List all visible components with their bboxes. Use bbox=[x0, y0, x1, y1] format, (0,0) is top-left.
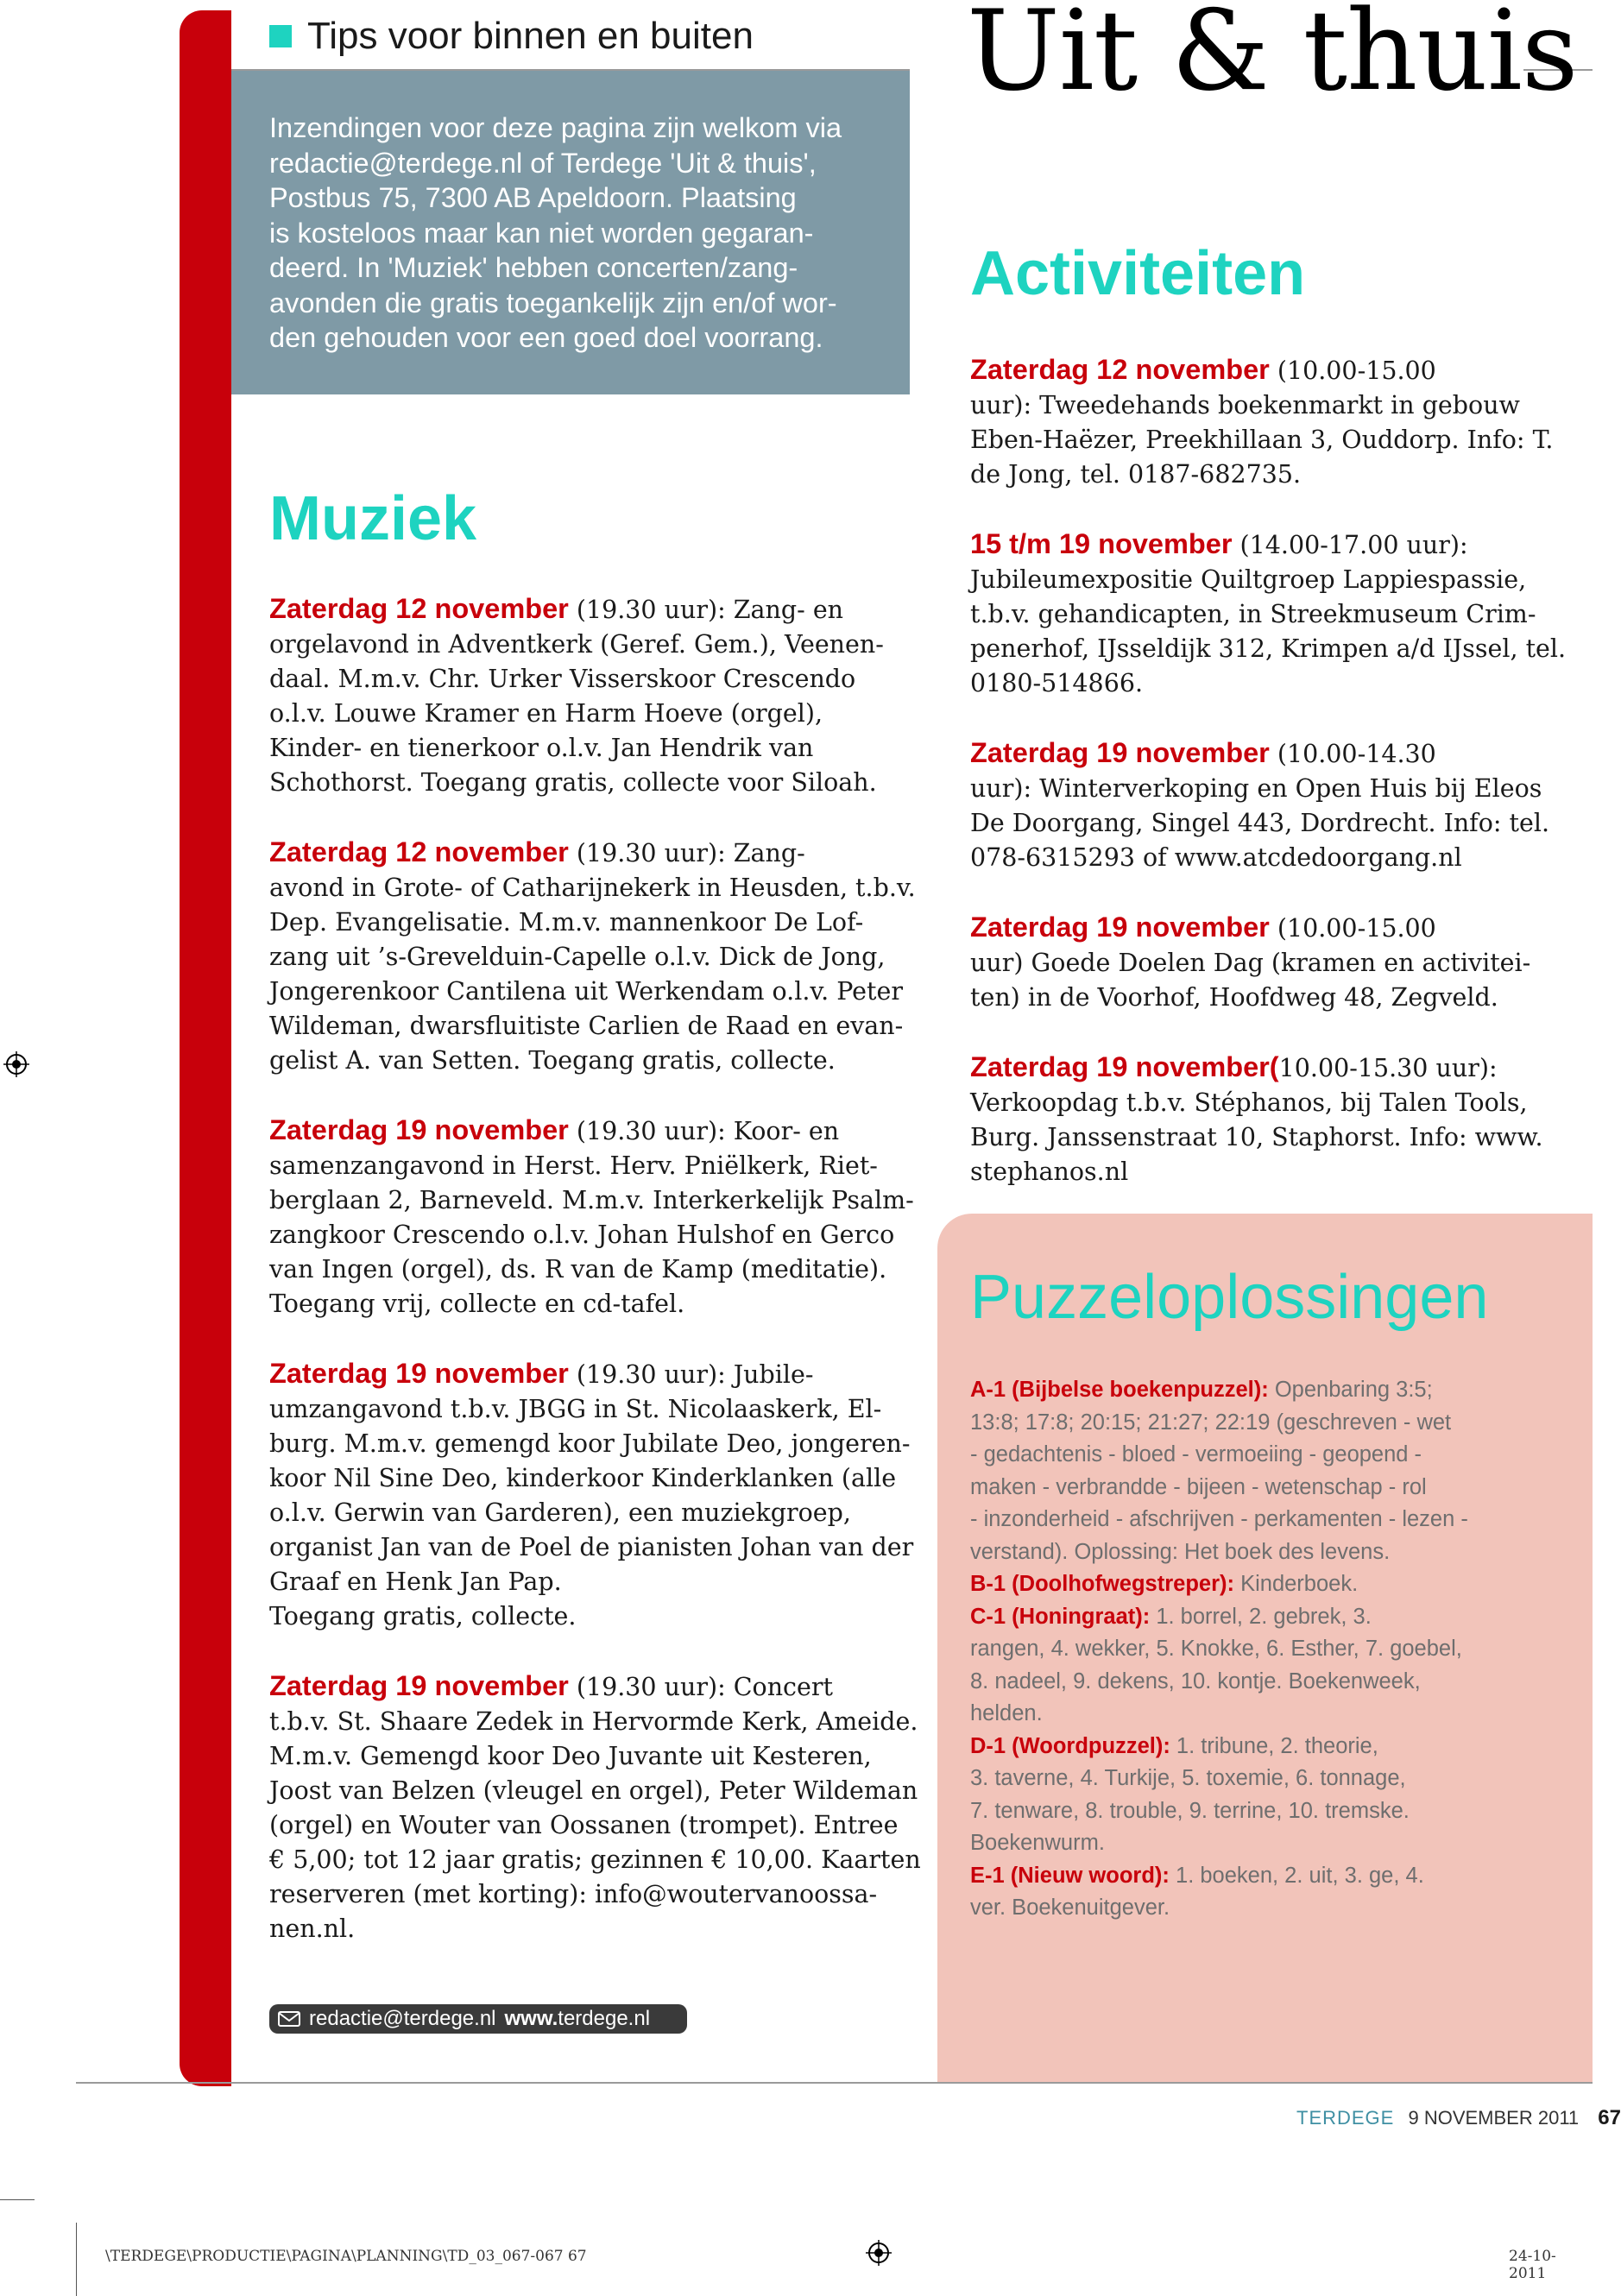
event-line bbox=[970, 457, 1523, 492]
activiteiten-event bbox=[970, 527, 1567, 701]
event-line bbox=[269, 1739, 891, 1774]
event-text: burg. M.m.v. gemengd koor Jubilate Deo, jongeren- bbox=[269, 1429, 911, 1458]
event-line bbox=[970, 666, 1523, 701]
section-label: Tips voor binnen en buiten bbox=[307, 15, 754, 57]
intro-line: Postbus 75, 7300 AB Apeldoorn. Plaatsing bbox=[269, 182, 797, 213]
event-text: Dep. Evangelisatie. M.m.v. mannenkoor De Lof- bbox=[269, 908, 864, 937]
event-line bbox=[269, 697, 891, 731]
event-text: ten) in de Voorhof, Hoofdweg 48, Zegveld. bbox=[970, 983, 1498, 1012]
event-text: samenzangavond in Herst. Herv. Pniëlkerk, Riet- bbox=[269, 1151, 878, 1180]
event-text: De Doorgang, Singel 443, Dordrecht. Info: tel. bbox=[970, 809, 1550, 837]
event-text: (orgel) en Wouter van Oossanen (trompet). Entree bbox=[269, 1811, 899, 1839]
event-text: t.b.v. gehandicapten, in Streekmuseum Crim- bbox=[970, 600, 1536, 628]
event-line bbox=[269, 905, 891, 940]
activiteiten-event bbox=[970, 1050, 1543, 1189]
event-line bbox=[269, 1877, 891, 1912]
event-line bbox=[970, 632, 1567, 666]
event-line bbox=[269, 731, 891, 766]
puzzle-line bbox=[970, 1892, 1523, 1925]
event-text: 10.00-15.30 uur): bbox=[1278, 1054, 1498, 1082]
intro-line: is kosteloos maar kan niet worden gegaran- bbox=[269, 217, 814, 249]
event-line bbox=[970, 597, 1536, 632]
puzzle-line bbox=[970, 1439, 1523, 1472]
event-line bbox=[970, 910, 1523, 946]
event-text: avond in Grote- of Catharijnekerk in Heusden, t.b.v. bbox=[269, 874, 916, 902]
puzzle-line bbox=[970, 1568, 1523, 1601]
event-line bbox=[970, 806, 1550, 841]
puzzle-heading: Puzzeloplossingen bbox=[970, 1263, 1489, 1332]
event-line bbox=[269, 835, 891, 871]
event-date: Zaterdag 12 november bbox=[269, 593, 569, 624]
intro-line: redactie@terdege.nl of Terdege 'Uit & thuis', bbox=[269, 147, 817, 179]
activiteiten-event bbox=[970, 352, 1554, 492]
page-number: 67 bbox=[1598, 2106, 1621, 2129]
event-line bbox=[970, 1050, 1523, 1086]
event-text: (19.30 uur): Zang- bbox=[568, 839, 805, 867]
puzzle-answer: 8. nadeel, 9. dekens, 10. kontje. Boekenweek, bbox=[970, 1668, 1421, 1694]
puzzle-answer: - inzonderheid - afschrijven - perkamenten - lezen - bbox=[970, 1507, 1468, 1531]
footer-rule bbox=[76, 2082, 1593, 2084]
puzzle-label: A-1 (Bijbelse boekenpuzzel): bbox=[970, 1378, 1269, 1402]
puzzle-line bbox=[970, 1763, 1523, 1795]
event-line bbox=[970, 527, 1523, 563]
registration-mark-icon bbox=[3, 1051, 29, 1077]
puzzle-line bbox=[970, 1827, 1523, 1860]
puzzle-answer: - gedachtenis - bloed - vermoeiing - geopend - bbox=[970, 1442, 1422, 1467]
event-text: Wildeman, dwarsfluitiste Carlien de Raad en evan- bbox=[269, 1012, 904, 1040]
event-date: Zaterdag 19 november bbox=[269, 1670, 569, 1701]
event-text: Graaf en Henk Jan Pap. bbox=[269, 1567, 562, 1596]
event-text: (19.30 uur): Koor- en bbox=[568, 1117, 840, 1145]
event-line bbox=[970, 841, 1523, 875]
event-text: zang uit ’s-Grevelduin-Capelle o.l.v. Dick de Jong, bbox=[269, 943, 886, 971]
puzzle-answer: 3. taverne, 4. Turkije, 5. toxemie, 6. tonnage, bbox=[970, 1766, 1406, 1790]
event-date: Zaterdag 12 november bbox=[269, 836, 569, 867]
puzzle-line bbox=[970, 1536, 1523, 1569]
event-text: umzangavond t.b.v. JBGG in St. Nicolaaskerk, El- bbox=[269, 1395, 882, 1423]
crop-mark bbox=[0, 2199, 35, 2200]
event-text: (10.00-14.30 bbox=[1269, 740, 1436, 768]
event-line bbox=[269, 940, 891, 975]
footer-date: 9 NOVEMBER 2011 bbox=[1408, 2107, 1580, 2129]
event-line bbox=[269, 662, 891, 697]
intro-line: Inzendingen voor deze pagina zijn welkom via bbox=[269, 112, 842, 143]
event-text: 0180-514866. bbox=[970, 669, 1144, 697]
event-date: 15 t/m 19 november bbox=[970, 528, 1233, 559]
event-line bbox=[269, 1149, 891, 1183]
event-date: Zaterdag 19 november( bbox=[970, 1051, 1279, 1082]
slug-path: \TERDEGE\PRODUCTIE\PAGINA\PLANNING\TD_03_067-067 67 bbox=[105, 2248, 587, 2265]
muziek-event bbox=[269, 1356, 914, 1634]
event-text: nen.nl. bbox=[269, 1914, 356, 1943]
event-text: (10.00-15.00 bbox=[1269, 914, 1436, 943]
event-date: Zaterdag 19 november bbox=[269, 1114, 569, 1145]
event-line bbox=[970, 981, 1523, 1015]
envelope-icon bbox=[278, 2011, 300, 2027]
contact-pill bbox=[269, 2004, 687, 2034]
muziek-event bbox=[269, 835, 916, 1078]
event-text: berglaan 2, Barneveld. M.m.v. Interkerkelijk Psalm- bbox=[269, 1186, 914, 1214]
puzzle-answer: maken - verbrandde - bijeen - wetenschap - rol bbox=[970, 1474, 1427, 1499]
event-line bbox=[970, 1120, 1543, 1155]
registration-mark-icon bbox=[866, 2240, 892, 2266]
crop-mark bbox=[76, 2223, 77, 2296]
puzzle-line bbox=[970, 1472, 1523, 1504]
event-line bbox=[970, 352, 1523, 388]
puzzle-line bbox=[970, 1601, 1523, 1634]
event-line bbox=[269, 591, 891, 628]
event-text: reserveren (met korting): info@woutervanoossa- bbox=[269, 1880, 878, 1908]
event-line bbox=[269, 1113, 891, 1149]
event-text: € 5,00; tot 12 jaar gratis; gezinnen € 10,00. Kaarten bbox=[269, 1845, 921, 1874]
event-line bbox=[269, 1009, 904, 1044]
puzzle-answer: helden. bbox=[970, 1701, 1043, 1725]
intro-line: den gehouden voor een goed doel voorrang. bbox=[269, 322, 823, 353]
event-text: Verkoopdag t.b.v. Stéphanos, bij Talen Tools, bbox=[970, 1088, 1528, 1117]
event-text: orgelavond in Adventkerk (Geref. Gem.), Veenen- bbox=[269, 630, 884, 659]
event-text: 078-6315293 of www.atcdedoorgang.nl bbox=[970, 843, 1462, 872]
event-text: Schothorst. Toegang gratis, collecte voor Siloah. bbox=[269, 768, 877, 797]
puzzle-answer: Kinderboek. bbox=[1234, 1572, 1359, 1596]
event-text: t.b.v. St. Shaare Zedek in Hervormde Kerk, Ameide. bbox=[269, 1707, 918, 1736]
event-text: Jubileumexpositie Quiltgroep Lappiespassie, bbox=[970, 565, 1527, 594]
event-text: de Jong, tel. 0187-682735. bbox=[970, 460, 1302, 489]
puzzle-label: B-1 (Doolhofwegstreper): bbox=[970, 1572, 1234, 1596]
puzzle-answer: ver. Boekenuitgever. bbox=[970, 1895, 1170, 1920]
event-line bbox=[269, 1808, 899, 1843]
event-text: Toegang gratis, collecte. bbox=[269, 1602, 577, 1631]
event-line bbox=[970, 946, 1531, 981]
event-line bbox=[269, 1599, 891, 1634]
event-line bbox=[269, 1461, 897, 1496]
event-line bbox=[269, 1356, 891, 1392]
event-line bbox=[970, 1086, 1528, 1120]
event-line bbox=[269, 1843, 921, 1877]
intro-text bbox=[269, 110, 891, 356]
event-text: organist Jan van de Poel de pianisten Johan van der bbox=[269, 1533, 914, 1561]
activiteiten-event-list bbox=[970, 352, 1567, 1224]
event-date: Zaterdag 12 november bbox=[970, 354, 1270, 385]
event-line bbox=[269, 1183, 914, 1218]
event-text: o.l.v. Gerwin van Garderen), een muziekgroep, bbox=[269, 1498, 851, 1527]
puzzle-line bbox=[970, 1698, 1523, 1731]
puzzle-line bbox=[970, 1633, 1523, 1666]
event-date: Zaterdag 19 november bbox=[970, 911, 1270, 943]
puzzle-line bbox=[970, 1860, 1523, 1893]
puzzle-line bbox=[970, 1795, 1523, 1828]
event-text: uur): Winterverkoping en Open Huis bij Eleos bbox=[970, 774, 1542, 803]
website-domain: terdege.nl bbox=[558, 2007, 651, 2030]
footer-info bbox=[1296, 2106, 1621, 2130]
event-text: Kinder- en tienerkoor o.l.v. Jan Hendrik van bbox=[269, 734, 814, 762]
event-line bbox=[269, 1912, 891, 1946]
puzzle-label: D-1 (Woordpuzzel): bbox=[970, 1733, 1170, 1758]
intro-line: deerd. In 'Muziek' hebben concerten/zang- bbox=[269, 252, 798, 283]
event-text: (19.30 uur): Zang- en bbox=[568, 596, 844, 624]
red-side-bar bbox=[180, 10, 231, 2086]
event-date: Zaterdag 19 november bbox=[269, 1358, 569, 1389]
event-date: Zaterdag 19 november bbox=[970, 737, 1270, 768]
puzzle-line bbox=[970, 1374, 1523, 1407]
event-line bbox=[269, 871, 916, 905]
event-line bbox=[269, 975, 903, 1009]
event-line bbox=[269, 1530, 914, 1565]
muziek-event bbox=[269, 1113, 914, 1321]
event-text: Toegang vrij, collecte en cd-tafel. bbox=[269, 1290, 685, 1318]
event-line bbox=[269, 1668, 891, 1705]
puzzle-line bbox=[970, 1407, 1523, 1440]
event-line bbox=[269, 766, 891, 800]
event-text: stephanos.nl bbox=[970, 1157, 1129, 1186]
event-text: van Ingen (orgel), ds. R van de Kamp (meditatie). bbox=[269, 1255, 887, 1284]
event-line bbox=[269, 1427, 911, 1461]
event-line bbox=[269, 1392, 891, 1427]
muziek-event-list bbox=[269, 591, 921, 1981]
event-text: (14.00-17.00 uur): bbox=[1232, 531, 1468, 559]
event-text: zangkoor Crescendo o.l.v. Johan Hulshof en Gerco bbox=[269, 1221, 895, 1249]
event-text: o.l.v. Louwe Kramer en Harm Hoeve (orgel), bbox=[269, 699, 823, 728]
puzzle-line bbox=[970, 1666, 1523, 1699]
event-line bbox=[269, 1774, 918, 1808]
event-text: gelist A. van Setten. Toegang gratis, collecte. bbox=[269, 1046, 836, 1075]
event-text: (19.30 uur): Concert bbox=[568, 1673, 833, 1701]
event-line bbox=[269, 1252, 891, 1287]
intro-line: avonden die gratis toegankelijk zijn en/of wor- bbox=[269, 287, 837, 319]
event-line bbox=[269, 1565, 891, 1599]
section-header bbox=[269, 10, 754, 62]
event-line bbox=[970, 563, 1527, 597]
event-text: Joost van Belzen (vleugel en orgel), Peter Wildeman bbox=[269, 1776, 918, 1805]
event-text: penerhof, IJsseldijk 312, Krimpen a/d IJssel, tel. bbox=[970, 634, 1567, 663]
event-line bbox=[269, 1044, 891, 1078]
event-line bbox=[970, 423, 1554, 457]
puzzle-answer: 1. borrel, 2. gebrek, 3. bbox=[1150, 1604, 1372, 1629]
event-line bbox=[269, 1287, 891, 1321]
event-text: (10.00-15.00 bbox=[1269, 356, 1436, 385]
puzzle-line bbox=[970, 1504, 1523, 1536]
muziek-heading: Muziek bbox=[269, 484, 477, 553]
event-text: M.m.v. Gemengd koor Deo Juvante uit Kesteren, bbox=[269, 1742, 872, 1770]
event-line bbox=[970, 388, 1523, 423]
event-line bbox=[970, 1155, 1523, 1189]
puzzle-answer: 7. tenware, 8. trouble, 9. terrine, 10. tremske. bbox=[970, 1798, 1410, 1823]
puzzle-label: E-1 (Nieuw woord): bbox=[970, 1863, 1170, 1888]
event-line bbox=[269, 1705, 918, 1739]
page-title: Uit & thuis bbox=[967, 0, 1578, 116]
event-text: Eben-Haëzer, Preekhillaan 3, Ouddorp. Info: T. bbox=[970, 426, 1554, 454]
muziek-event bbox=[269, 591, 891, 800]
contact-website-link[interactable] bbox=[505, 2007, 651, 2031]
puzzle-solutions bbox=[970, 1374, 1523, 1925]
activiteiten-heading: Activiteiten bbox=[970, 239, 1306, 308]
puzzle-answer: 1. boeken, 2. uit, 3. ge, 4. bbox=[1169, 1863, 1424, 1888]
event-line bbox=[970, 772, 1542, 806]
muziek-event bbox=[269, 1668, 921, 1946]
contact-email-link[interactable]: redactie@terdege.nl bbox=[309, 2007, 496, 2030]
footer-brand: TERDEGE bbox=[1296, 2107, 1395, 2129]
event-text: uur) Goede Doelen Dag (kramen en activitei- bbox=[970, 949, 1531, 977]
event-line bbox=[269, 1218, 895, 1252]
puzzle-answer: Boekenwurm. bbox=[970, 1831, 1105, 1855]
puzzle-answer: 13:8; 17:8; 20:15; 21:27; 22:19 (geschreven - wet bbox=[970, 1410, 1452, 1435]
activiteiten-event bbox=[970, 735, 1550, 875]
event-text: Jongerenkoor Cantilena uit Werkendam o.l.v. Peter bbox=[269, 977, 903, 1006]
puzzle-label: C-1 (Honingraat): bbox=[970, 1604, 1151, 1629]
event-text: uur): Tweedehands boekenmarkt in gebouw bbox=[970, 391, 1520, 419]
event-text: Burg. Janssenstraat 10, Staphorst. Info: www. bbox=[970, 1123, 1543, 1151]
activiteiten-event bbox=[970, 910, 1531, 1015]
event-line bbox=[269, 1496, 891, 1530]
puzzle-answer: rangen, 4. wekker, 5. Knokke, 6. Esther, 7. goebel, bbox=[970, 1637, 1462, 1661]
puzzle-answer: 1. tribune, 2. theorie, bbox=[1170, 1733, 1378, 1758]
event-text: (19.30 uur): Jubile- bbox=[568, 1360, 814, 1389]
event-text: daal. M.m.v. Chr. Urker Visserskoor Crescendo bbox=[269, 665, 856, 693]
puzzle-answer: verstand). Oplossing: Het boek des levens. bbox=[970, 1539, 1391, 1564]
square-bullet-icon bbox=[269, 25, 292, 47]
puzzle-answer: Openbaring 3:5; bbox=[1268, 1378, 1433, 1402]
event-text: koor Nil Sine Deo, kinderkoor Kinderklanken (alle bbox=[269, 1464, 897, 1492]
slug-date: 24-10-2011 bbox=[1509, 2248, 1556, 2282]
website-prefix: www. bbox=[504, 2007, 558, 2030]
event-line bbox=[269, 628, 891, 662]
event-line bbox=[970, 735, 1523, 772]
puzzle-line bbox=[970, 1731, 1523, 1763]
